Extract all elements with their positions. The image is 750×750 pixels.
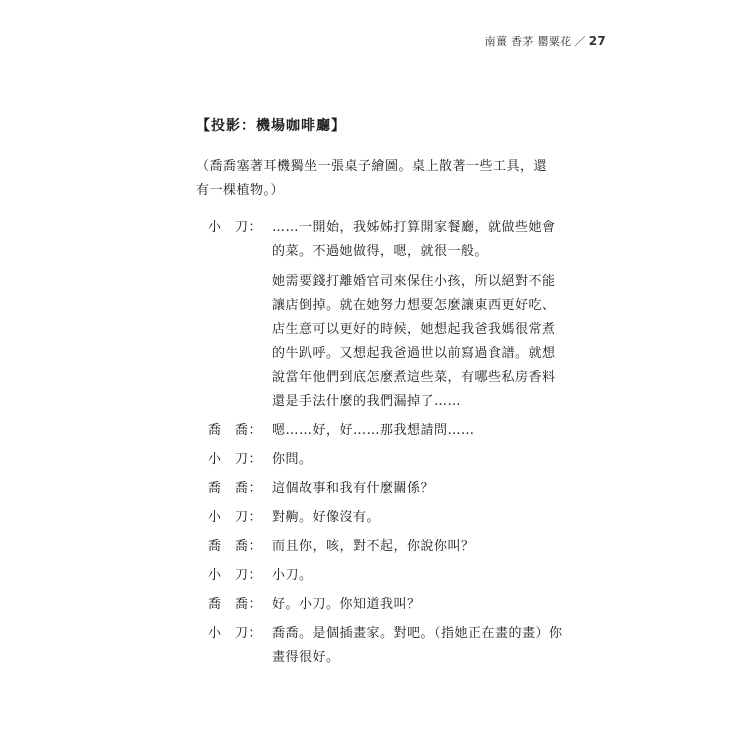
speech-text	[272, 477, 566, 501]
dialogue-line	[196, 216, 566, 414]
header-separator: ／	[574, 35, 586, 48]
speech-text	[272, 535, 566, 559]
speaker-name: 小 刀：	[208, 568, 263, 583]
speech-paragraph: 好。小刀。你知道我叫？	[272, 597, 421, 612]
speaker-name: 小 刀：	[208, 220, 263, 235]
dialogue-line	[196, 477, 566, 501]
dialogue-line	[196, 535, 566, 559]
speech-text	[272, 593, 566, 617]
dialogue-line	[196, 506, 566, 530]
speaker-name: 喬 喬：	[208, 481, 263, 496]
speech-paragraph: 喬喬。是個插畫家。對吧。（指她正在畫的畫）你畫得很好。	[272, 626, 563, 665]
speaker-name: 喬 喬：	[208, 423, 263, 438]
speech-paragraph: 對齁。好像沒有。	[272, 510, 381, 525]
speech-paragraph: ……一開始，我姊姊打算開家餐廳，就做些她會的菜。不過她做得，嗯，就很一般。	[272, 220, 556, 259]
book-title: 南薑 香茅 罌粟花	[484, 35, 572, 48]
speech-paragraph: 她需要錢打離婚官司來保住小孩，所以絕對不能讓店倒掉。就在她努力想要怎麼讓東西更好吃、店生意可以更好的時候，她想起我爸我媽很常煮的牛趴呼。又想起我爸過世以前寫過食譜。就想說當年他們到底怎麼煮這些菜，有哪些私房香料還是手法什麼的我們漏掉了……	[272, 274, 556, 409]
speech-paragraph: 你問。	[272, 452, 313, 467]
speaker-name: 小 刀：	[208, 510, 263, 525]
speech-text	[272, 564, 566, 588]
dialogue-line	[196, 622, 566, 670]
speech-paragraph: 小刀。	[272, 568, 313, 583]
scene-heading: 【投影：機場咖啡廳】	[196, 118, 346, 134]
speech-paragraph: 這個故事和我有什麼關係？	[272, 481, 435, 496]
dialogue-line	[196, 593, 566, 617]
speech-text	[272, 622, 566, 670]
speech-text	[272, 419, 566, 443]
dialogue-block	[196, 216, 566, 675]
speech-text	[272, 506, 566, 530]
speech-text	[272, 448, 566, 472]
speaker-name: 喬 喬：	[208, 597, 263, 612]
speech-paragraph: 而且你，咳，對不起，你說你叫？	[272, 539, 475, 554]
running-header	[485, 33, 606, 49]
dialogue-line	[196, 448, 566, 472]
page-number: 27	[588, 34, 606, 48]
dialogue-line	[196, 419, 566, 443]
speaker-name: 喬 喬：	[208, 539, 263, 554]
speaker-name: 小 刀：	[208, 626, 263, 641]
speaker-name: 小 刀：	[208, 452, 263, 467]
speech-text	[272, 216, 566, 414]
stage-direction: （喬喬塞著耳機獨坐一張桌子繪圖。桌上散著一些工具，還有一棵植物。）	[196, 159, 548, 198]
dialogue-line	[196, 564, 566, 588]
speech-paragraph: 嗯……好，好……那我想請問……	[272, 423, 475, 438]
